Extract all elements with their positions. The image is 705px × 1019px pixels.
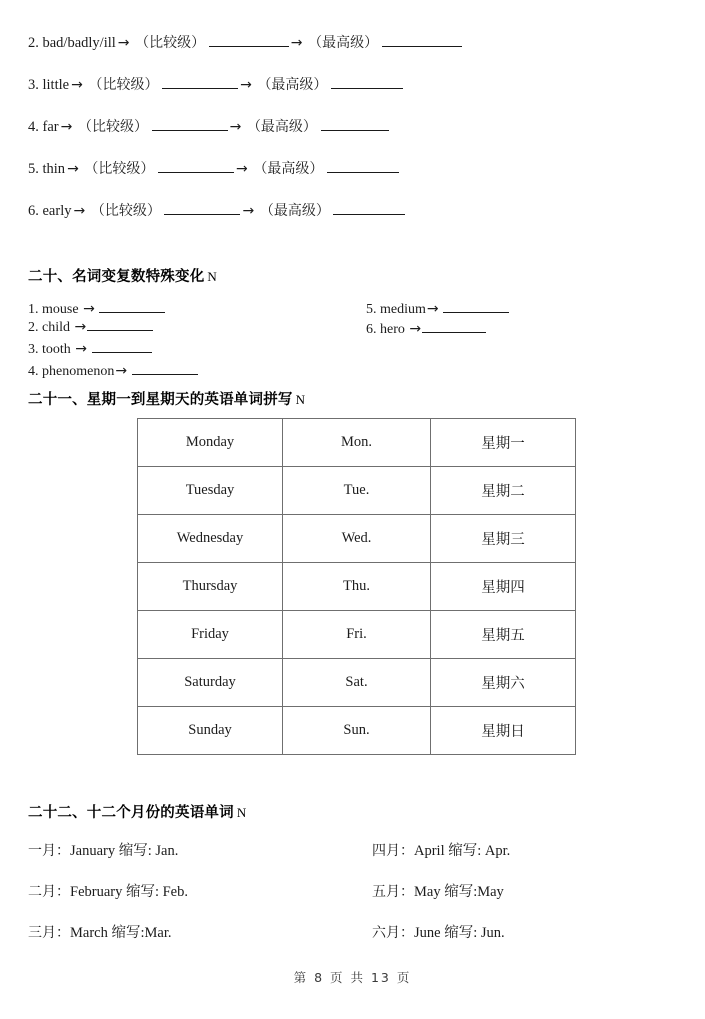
answer-blank[interactable] [132,362,198,375]
weekday-english: Friday [138,611,283,659]
exercise-number: 6. [28,203,39,219]
superlative-label: （最高级） [257,77,328,93]
month-english: January 缩写: Jan. [70,843,179,859]
answer-blank[interactable] [87,318,153,331]
table-row [138,707,576,755]
plural-number: 2. [28,320,39,335]
section-heading-text: 二十一、星期一到星期天的英语单词拼写 [28,392,293,408]
section-heading-tail: N [207,269,217,284]
arrow-icon: → [409,321,422,337]
arrow-icon: → [242,203,255,219]
arrow-icon: → [290,35,303,51]
plural-number: 1. [28,302,39,317]
arrow-icon: → [83,301,95,317]
superlative-label: （最高级） [259,203,330,219]
plural-number: 4. [28,364,39,379]
section-heading-months [28,801,246,822]
table-row [138,659,576,707]
arrow-icon: → [426,301,439,317]
answer-blank[interactable] [164,202,240,215]
month-english: February 缩写: Feb. [70,884,188,900]
arrow-icon: → [75,341,88,357]
section-heading-tail: N [295,392,306,407]
exercise-number: 4. [28,119,39,135]
arrow-icon: → [229,119,242,135]
weekday-abbr: Wed. [283,515,431,563]
answer-blank[interactable] [158,160,234,173]
weekday-abbr: Sun. [283,707,431,755]
weekday-chinese: 星期四 [431,563,576,611]
exercise-word: early [42,203,72,219]
exercise-word: little [42,77,70,93]
arrow-icon: → [117,35,130,51]
month-english: June 缩写: Jun. [414,925,505,941]
comparative-label: （比较级） [77,119,148,135]
plural-number: 3. [28,342,39,357]
plural-word: phenomenon [42,364,115,379]
month-item [372,924,505,943]
month-item [372,842,510,861]
answer-blank[interactable] [327,160,399,173]
plural-item [366,320,486,338]
answer-blank[interactable] [162,76,238,89]
weekday-chinese: 星期二 [431,467,576,515]
plural-item [28,340,152,358]
plural-item [366,300,509,318]
exercise-number: 2. [28,35,39,51]
superlative-label: （最高级） [246,119,317,135]
table-row [138,563,576,611]
section-heading-text: 二十、名词变复数特殊变化 [28,269,205,285]
arrow-icon: → [240,77,252,93]
weekday-english: Tuesday [138,467,283,515]
month-english: May 缩写:May [414,884,504,900]
month-english: April 缩写: Apr. [414,843,511,859]
month-chinese: 二月： [28,884,70,900]
month-item [28,842,178,861]
weekday-chinese: 星期五 [431,611,576,659]
weekday-english: Saturday [138,659,283,707]
month-chinese: 三月： [28,925,70,941]
weekday-english: Wednesday [138,515,283,563]
plural-item [28,318,153,336]
weekday-abbr: Thu. [283,563,431,611]
answer-blank[interactable] [209,34,289,47]
comparative-label: （比较级） [135,35,206,51]
month-chinese: 一月： [28,843,70,859]
month-item [28,924,171,943]
month-english: March 缩写:Mar. [70,925,172,941]
exercise-line-3 [28,76,403,94]
answer-blank[interactable] [321,118,389,131]
month-chinese: 四月： [372,843,414,859]
exercise-number: 5. [28,161,39,177]
plural-word: tooth [42,342,71,357]
plural-word: mouse [42,302,79,317]
arrow-icon: → [73,203,86,219]
exercise-line-6 [28,202,405,220]
arrow-icon: → [115,363,128,379]
page-footer: 第 8 页 共 13 页 [293,970,412,985]
arrow-icon: → [74,319,87,335]
weekday-chinese: 星期三 [431,515,576,563]
plural-item [28,300,165,318]
month-item [28,883,188,902]
table-row [138,467,576,515]
arrow-icon: → [71,77,83,93]
weekday-chinese: 星期一 [431,419,576,467]
answer-blank[interactable] [333,202,405,215]
weekday-abbr: Mon. [283,419,431,467]
exercise-word: thin [42,161,66,177]
answer-blank[interactable] [382,34,462,47]
plural-number: 6. [366,322,377,337]
plural-number: 5. [366,302,377,317]
plural-word: child [42,320,70,335]
answer-blank[interactable] [152,118,228,131]
answer-blank[interactable] [422,320,486,333]
weekday-abbr: Tue. [283,467,431,515]
exercise-number: 3. [28,77,39,93]
plural-item [28,362,198,380]
table-row [138,419,576,467]
weekday-english: Monday [138,419,283,467]
answer-blank[interactable] [443,300,509,313]
section-heading-text: 二十二、十二个月份的英语单词 [28,805,234,821]
answer-blank[interactable] [92,340,152,353]
section-heading-tail: N [236,805,247,820]
superlative-label: （最高级） [308,35,379,51]
exercise-line-5 [28,160,399,178]
plural-word: hero [380,322,405,337]
section-heading-weekdays [28,388,305,409]
weekday-abbr: Sat. [283,659,431,707]
comparative-label: （比较级） [88,77,159,93]
weekday-abbr: Fri. [283,611,431,659]
table-row [138,611,576,659]
exercise-word: far [42,119,59,135]
comparative-label: （比较级） [84,161,155,177]
weekday-table [137,418,576,755]
weekday-english: Sunday [138,707,283,755]
month-item [372,883,504,902]
plural-word: medium [380,302,426,317]
exercise-word: bad/badly/ill [42,35,116,51]
table-row [138,515,576,563]
month-chinese: 五月： [372,884,414,900]
exercise-line-2 [28,34,462,52]
month-chinese: 六月： [372,925,414,941]
weekday-english: Thursday [138,563,283,611]
superlative-label: （最高级） [253,161,324,177]
weekday-chinese: 星期六 [431,659,576,707]
answer-blank[interactable] [99,300,165,313]
answer-blank[interactable] [331,76,403,89]
section-heading-plural [28,265,217,286]
weekday-chinese: 星期日 [431,707,576,755]
arrow-icon: → [60,119,73,135]
exercise-line-4 [28,118,389,136]
arrow-icon: → [236,161,248,177]
arrow-icon: → [67,161,79,177]
comparative-label: （比较级） [90,203,161,219]
